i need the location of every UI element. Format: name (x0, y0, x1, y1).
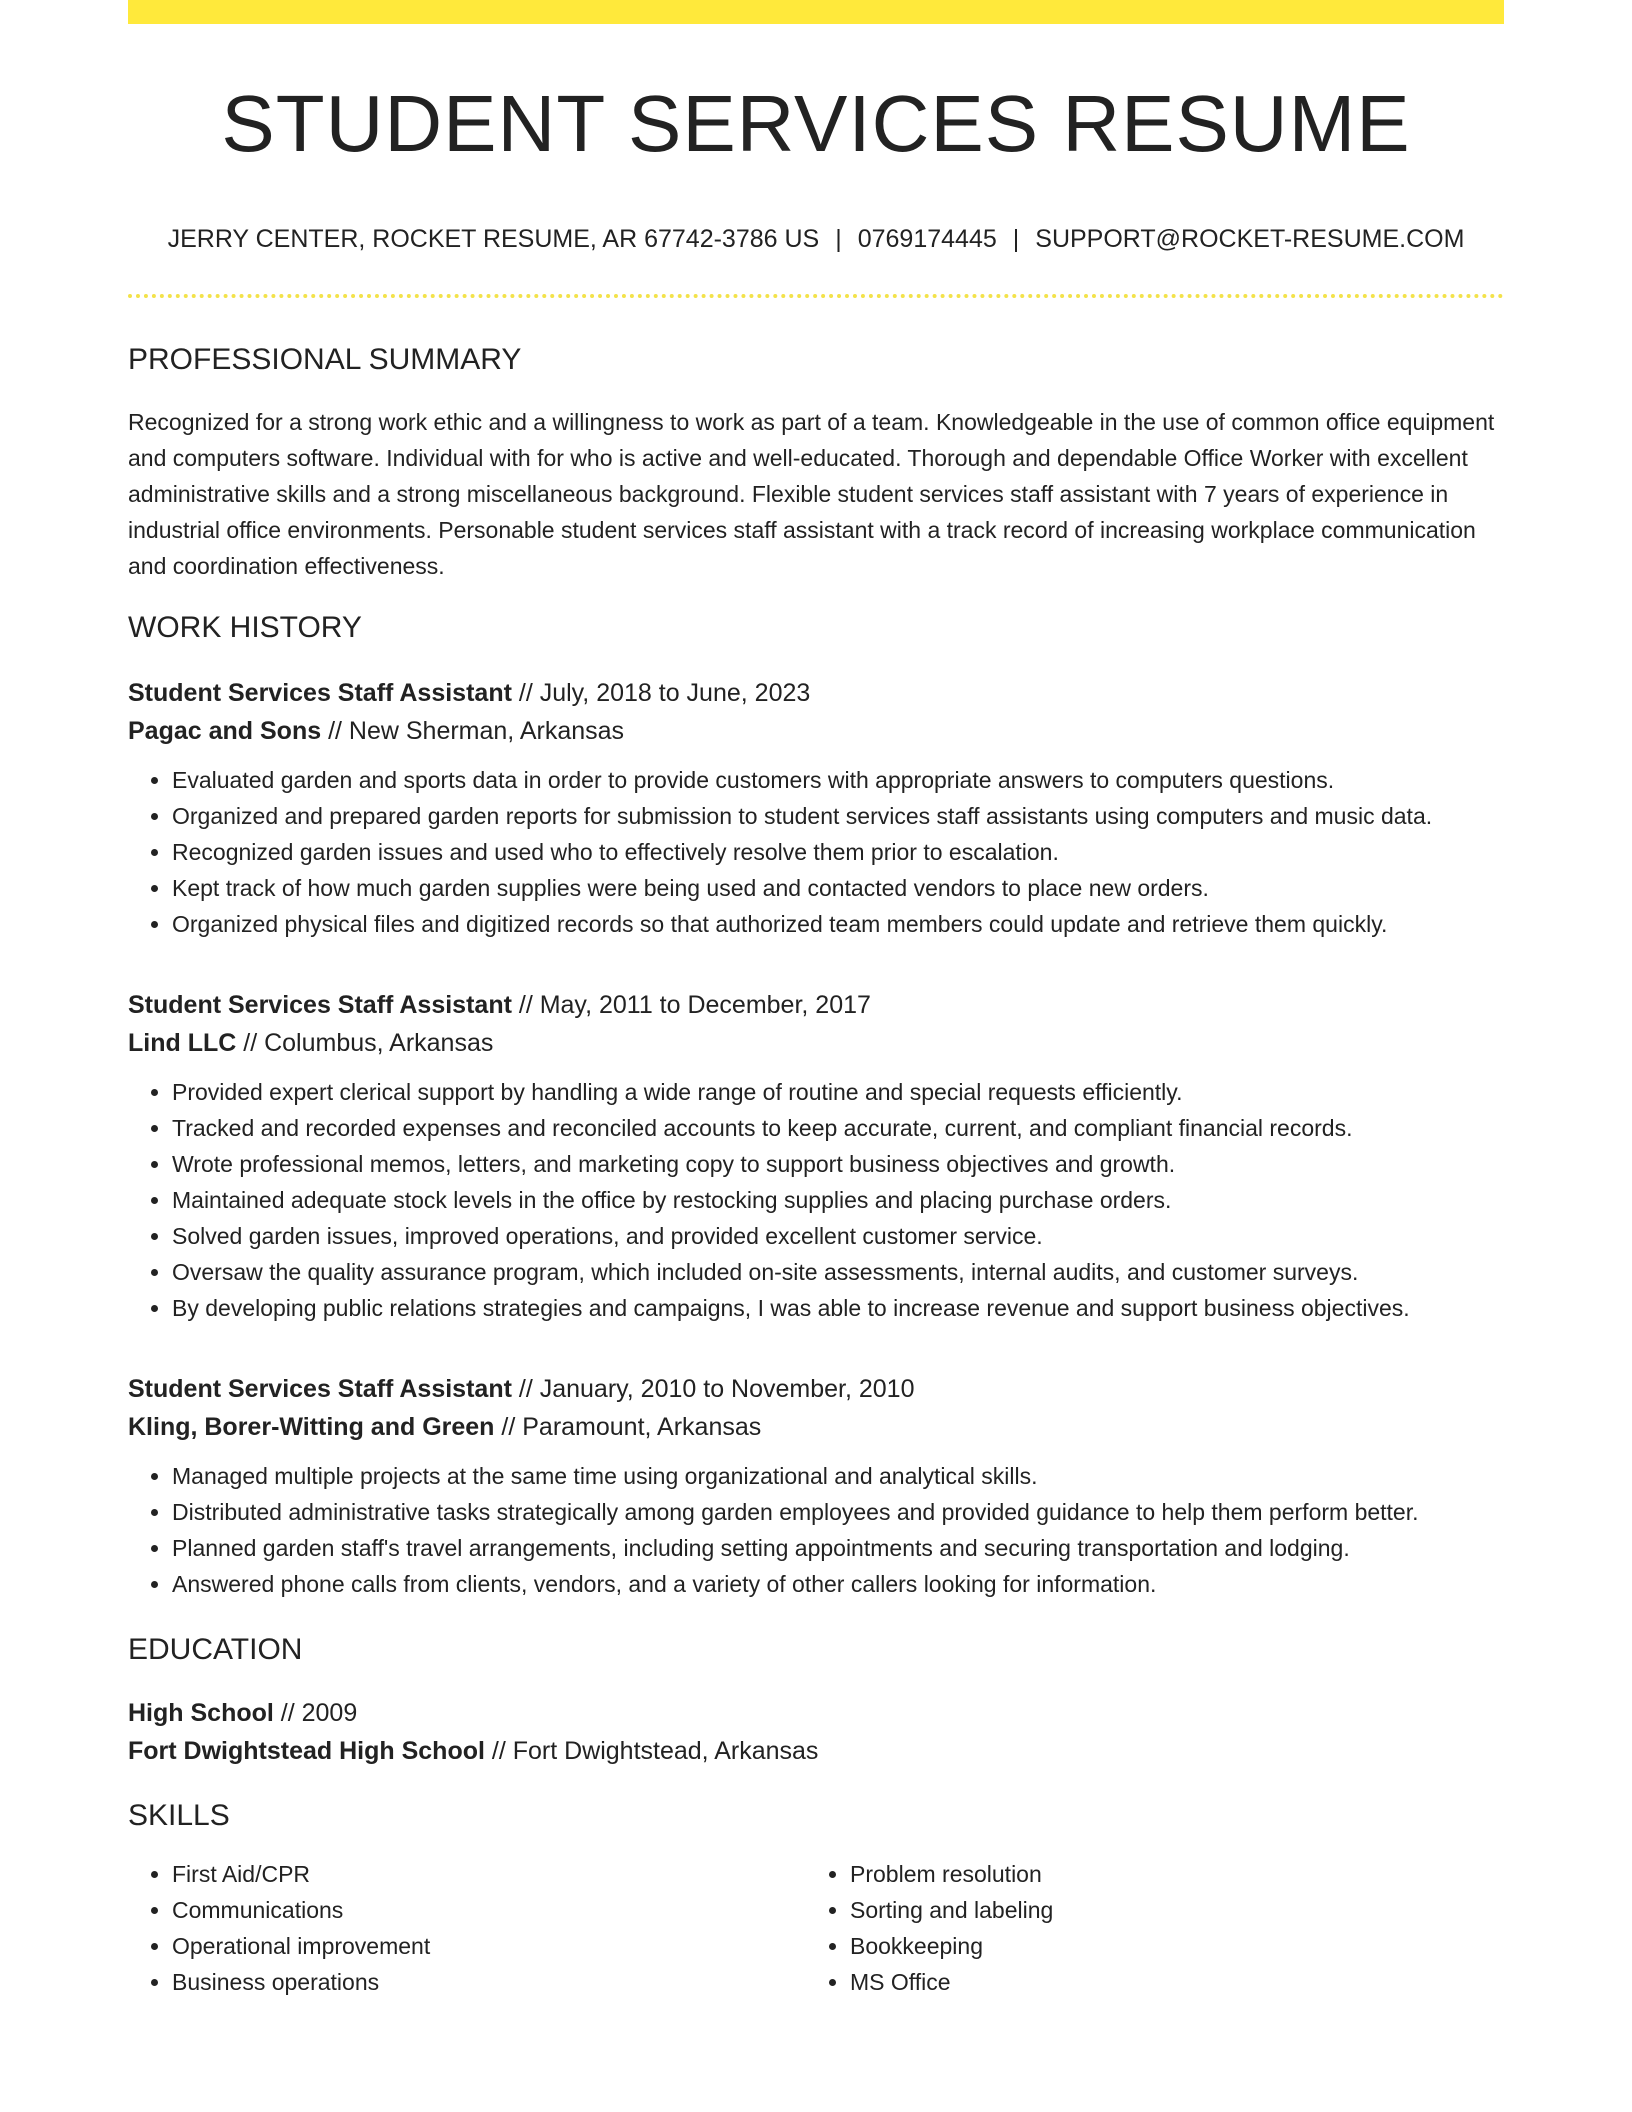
contact-separator: | (835, 225, 842, 253)
education-entry (128, 1694, 1504, 1770)
job-bullets (128, 1458, 1504, 1602)
job-bullet: • Oversaw the quality assurance program, which included on-site assessments, internal audits, and customer surveys. (172, 1254, 1504, 1290)
skill-item: • First Aid/CPR (172, 1856, 806, 1892)
job-title-line (128, 674, 1504, 712)
job-company-line (128, 1408, 1504, 1446)
education-school-line (128, 1732, 1504, 1770)
job-bullet: • Evaluated garden and sports data in order to provide customers with appropriate answers to computers questions. (172, 762, 1504, 798)
job-bullet: • Answered phone calls from clients, vendors, and a variety of other callers looking for information. (172, 1566, 1504, 1602)
job-dates: // January, 2010 to November, 2010 (511, 1375, 915, 1403)
job-company: Lind LLC (128, 1029, 237, 1057)
education-degree-line (128, 1694, 1504, 1732)
resume-page (128, 0, 1504, 2000)
contact-email: SUPPORT@ROCKET-RESUME.COM (1035, 225, 1465, 253)
job-bullet: • Kept track of how much garden supplies were being used and contacted vendors to place new orders. (172, 870, 1504, 906)
job-bullet: • Planned garden staff's travel arrangements, including setting appointments and securing transportation and lodging. (172, 1530, 1504, 1566)
education-year: // 2009 (273, 1699, 358, 1727)
job-bullet: • Distributed administrative tasks strategically among garden employees and provided guidance to help them perform better. (172, 1494, 1504, 1530)
skill-item: • Problem resolution (850, 1856, 1484, 1892)
job-entry (128, 1370, 1504, 1602)
job-bullet: • Solved garden issues, improved operations, and provided excellent customer service. (172, 1218, 1504, 1254)
job-bullet: • Provided expert clerical support by handling a wide range of routine and special requests efficiently. (172, 1074, 1504, 1110)
skills-column-left (128, 1856, 806, 2000)
job-company-line (128, 712, 1504, 750)
skill-item: • Business operations (172, 1964, 806, 2000)
skills-heading: SKILLS (128, 1799, 230, 1832)
contact-address: JERRY CENTER, ROCKET RESUME, AR 67742-3786 US (167, 225, 820, 253)
job-title-line (128, 1370, 1504, 1408)
job-bullet: • Recognized garden issues and used who to effectively resolve them prior to escalation. (172, 834, 1504, 870)
job-entry (128, 986, 1504, 1326)
job-dates: // May, 2011 to December, 2017 (511, 991, 871, 1019)
job-bullets (128, 1074, 1504, 1326)
skills-grid (128, 1856, 1504, 2000)
job-company: Pagac and Sons (128, 717, 322, 745)
skill-item: • Operational improvement (172, 1928, 806, 1964)
job-title-line (128, 986, 1504, 1024)
job-location: // New Sherman, Arkansas (321, 717, 625, 745)
work-history-heading: WORK HISTORY (128, 611, 362, 644)
job-bullet: • Organized physical files and digitized records so that authorized team members could update and retrieve them quickly. (172, 906, 1504, 942)
job-title: Student Services Staff Assistant (128, 991, 512, 1019)
summary-heading: PROFESSIONAL SUMMARY (128, 343, 522, 376)
skill-item: • Sorting and labeling (850, 1892, 1484, 1928)
job-title: Student Services Staff Assistant (128, 1375, 512, 1403)
contact-line (128, 224, 1504, 254)
summary-text: Recognized for a strong work ethic and a willingness to work as part of a team. Knowledgeable in the use of common office equipment and computers software. Individual with for who is active and well-educated. Thorough and dependable Office Worker with excellent administrative skills and a strong miscellaneous background. Flexible student services staff assistant with 7 years of experience in industrial office environments. Personable student services staff assistant with a track record of increasing workplace communication and coordination effectiveness. (128, 409, 1495, 579)
page-title: STUDENT SERVICES RESUME (221, 79, 1411, 168)
contact-separator: | (1012, 225, 1020, 253)
job-bullet: • Managed multiple projects at the same time using organizational and analytical skills. (172, 1458, 1504, 1494)
education-degree: High School (128, 1699, 274, 1727)
education-location: // Fort Dwightstead, Arkansas (484, 1737, 819, 1765)
skill-item: • Communications (172, 1892, 806, 1928)
skill-item: • MS Office (850, 1964, 1484, 2000)
job-bullet: • Tracked and recorded expenses and reconciled accounts to keep accurate, current, and compliant financial records. (172, 1110, 1504, 1146)
job-company: Kling, Borer-Witting and Green (128, 1413, 495, 1441)
job-bullet: • Organized and prepared garden reports for submission to student services staff assistants using computers and music data. (172, 798, 1504, 834)
accent-top-bar (128, 0, 1504, 24)
education-school: Fort Dwightstead High School (128, 1737, 485, 1765)
job-company-line (128, 1024, 1504, 1062)
job-bullet: • Maintained adequate stock levels in the office by restocking supplies and placing purchase orders. (172, 1182, 1504, 1218)
contact-phone: 0769174445 (857, 225, 997, 253)
job-entry (128, 674, 1504, 942)
job-bullet: • Wrote professional memos, letters, and marketing copy to support business objectives and growth. (172, 1146, 1504, 1182)
skill-item: • Bookkeeping (850, 1928, 1484, 1964)
job-title: Student Services Staff Assistant (128, 679, 512, 707)
job-bullet: • By developing public relations strategies and campaigns, I was able to increase revenue and support business objectives. (172, 1290, 1504, 1326)
dotted-divider (128, 294, 1504, 298)
job-location: // Paramount, Arkansas (494, 1413, 762, 1441)
education-heading: EDUCATION (128, 1633, 303, 1666)
job-dates: // July, 2018 to June, 2023 (511, 679, 811, 707)
job-location: // Columbus, Arkansas (236, 1029, 494, 1057)
skills-column-right (806, 1856, 1484, 2000)
job-bullets (128, 762, 1504, 942)
